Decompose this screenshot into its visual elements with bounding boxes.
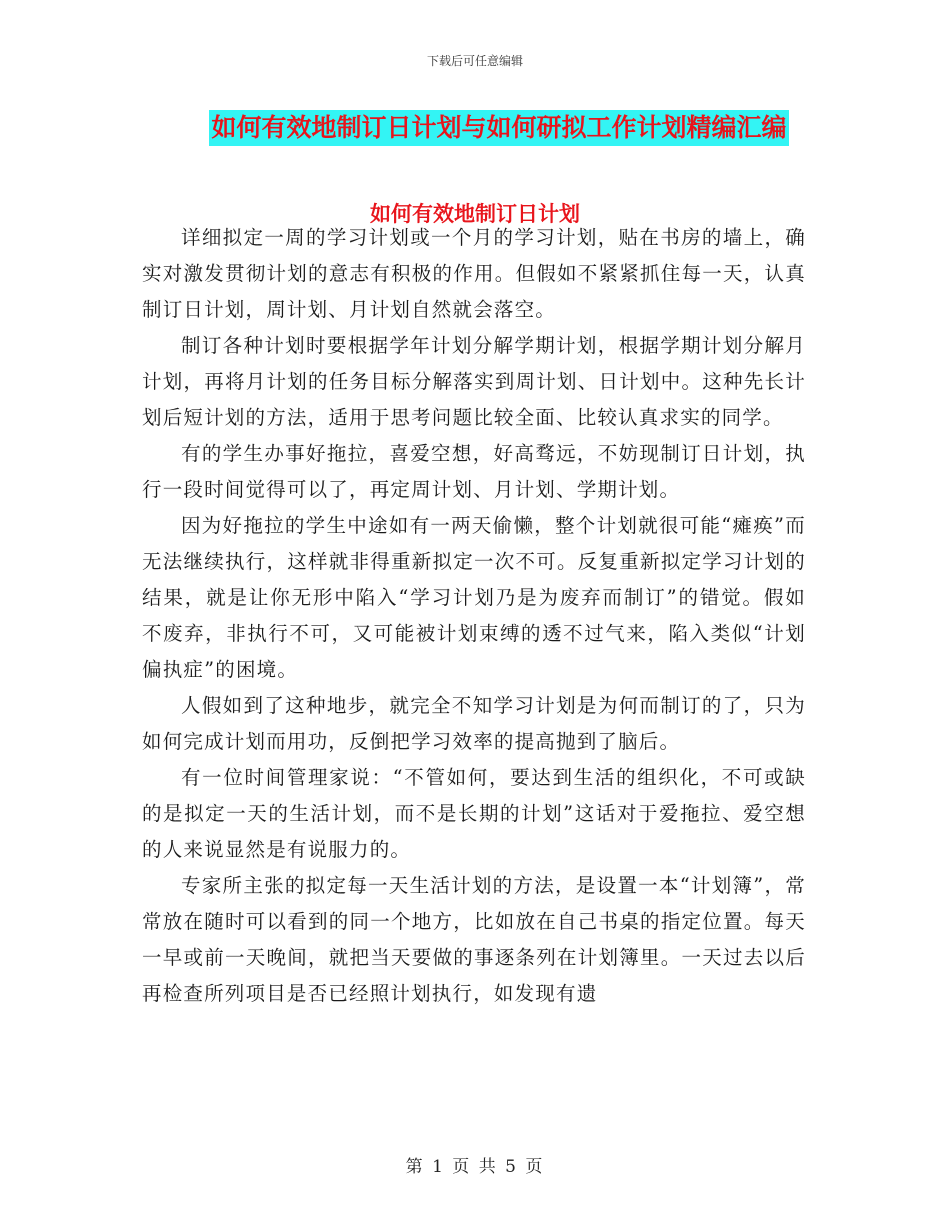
paragraph: 专家所主张的拟定每一天生活计划的方法，是设置一本“计划簿”，常常放在随时可以看到的同一个地方，比如放在自己书桌的指定位置。每天一早或前一天晚间，就把当天要做的事逐条列在计划簿里。一天过去以后再检查所列项目是否已经照计划执行，如发现有遗 [142,874,806,1005]
paragraph: 因为好拖拉的学生中途如有一两天偷懒，整个计划就很可能“瘫痪”而无法继续执行，这样就非得重新拟定一次不可。反复重新拟定学习计划的结果，就是让你无形中陷入“学习计划乃是为废弃而制订”的错觉。假如不废弃，非执行不可，又可能被计划束缚的透不过气来，陷入类似“计划偏执症”的困境。 [142,514,806,681]
paragraph: 详细拟定一周的学习计划或一个月的学习计划，贴在书房的墙上，确实对激发贯彻计划的意志有积极的作用。但假如不紧紧抓住每一天，认真制订日计划，周计划、月计划自然就会落空。 [142,226,806,321]
body-text [142,220,806,1012]
paragraph: 有一位时间管理家说：“不管如何，要达到生活的组织化，不可或缺的是拟定一天的生活计划，而不是长期的计划”这话对于爱拖拉、爱空想的人来说显然是有说服力的。 [142,766,806,861]
section-title: 如何有效地制订日计划 [370,202,580,226]
paragraph: 有的学生办事好拖拉，喜爱空想，好高骛远，不妨现制订日计划，执行一段时间觉得可以了，再定周计划、月计划、学期计划。 [142,442,806,501]
page-footer: 第 1 页 共 5 页 [405,1157,545,1177]
paragraph: 人假如到了这种地步，就完全不知学习计划是为何而制订的了，只为如何完成计划而用功，反倒把学习效率的提高抛到了脑后。 [142,694,806,753]
document-title: 如何有效地制订日计划与如何研拟工作计划精编汇编 [209,110,788,146]
title-block [0,110,950,146]
page-header: 下载后可任意编辑 [426,54,523,68]
paragraph: 制订各种计划时要根据学年计划分解学期计划，根据学期计划分解月计划，再将月计划的任务目标分解落实到周计划、日计划中。这种先长计划后短计划的方法，适用于思考问题比较全面、比较认真求实的同学。 [142,334,806,429]
